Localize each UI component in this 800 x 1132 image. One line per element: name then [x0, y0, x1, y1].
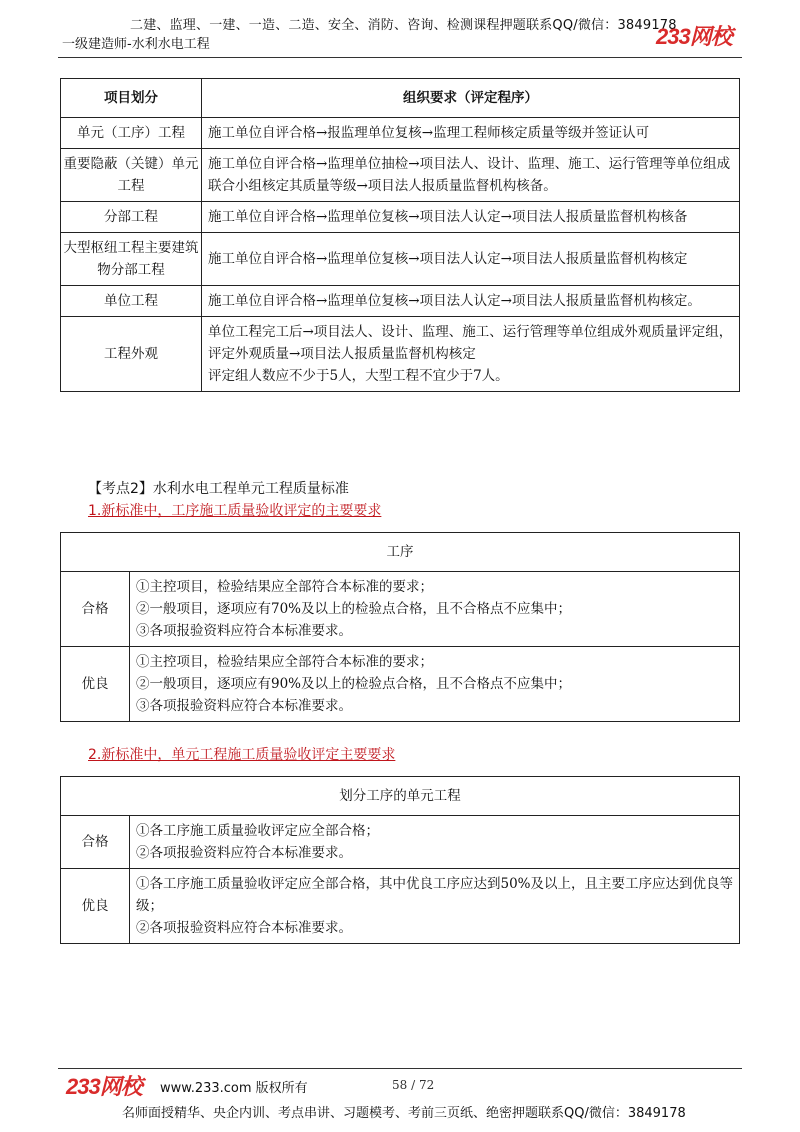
requirement-line: ①主控项目，检验结果应全部符合本标准的要求； [136, 579, 433, 595]
table-row [61, 118, 740, 149]
evaluation-procedure-table [60, 78, 740, 392]
table-header-req: 组织要求（评定程序） [202, 79, 740, 118]
table-row [61, 647, 740, 722]
row-req-line: 单位工程完工后→项目法人、设计、监理、施工、运行管理等单位组成外观质量评定组，评定外观质量→项目法人报质量监督机构核定 [208, 324, 733, 362]
requirement-line: ①主控项目，检验结果应全部符合本标准的要求； [136, 654, 433, 670]
table-row [61, 816, 740, 869]
table-row [61, 233, 740, 286]
row-req: 施工单位自评合格→监理单位复核→项目法人认定→项目法人报质量监督机构核定。 [202, 286, 740, 317]
requirement-line: ②各项报验资料应符合本标准要求。 [136, 845, 352, 861]
grade-requirements [130, 816, 740, 869]
row-item: 单位工程 [61, 286, 202, 317]
logo-233: 233网校 [66, 1074, 142, 1099]
section-title: 2.新标准中，单元工程施工质量验收评定主要要求 [88, 747, 396, 763]
unit-quality-table [60, 776, 740, 944]
header-contact-line: 二建、监理、一建、一造、二造、安全、消防、咨询、检测课程押题联系QQ/微信：3849178 [130, 18, 677, 33]
row-item: 分部工程 [61, 202, 202, 233]
grade-label: 合格 [61, 572, 130, 647]
kaodian-heading: 【考点2】水利水电工程单元工程质量标准 [88, 481, 349, 497]
row-req: 施工单位自评合格→监理单位复核→项目法人认定→项目法人报质量监督机构核备 [202, 202, 740, 233]
row-item: 重要隐蔽（关键）单元工程 [61, 149, 202, 202]
table-row [61, 869, 740, 944]
header-rule [58, 57, 742, 58]
requirement-line: ①各工序施工质量验收评定应全部合格； [136, 823, 379, 839]
grade-label: 合格 [61, 816, 130, 869]
footer-contact-line: 名师面授精华、央企内训、考点串讲、习题模考、考前三页纸、绝密押题联系QQ/微信：3849178 [122, 1106, 686, 1121]
section-title: 1.新标准中，工序施工质量验收评定的主要要求 [88, 503, 382, 519]
requirement-line: ②一般项目，逐项应有70%及以上的检验点合格，且不合格点不应集中； [136, 601, 572, 617]
grade-label: 优良 [61, 647, 130, 722]
row-item: 大型枢纽工程主要建筑物分部工程 [61, 233, 202, 286]
grade-requirements [130, 572, 740, 647]
requirement-line: ③各项报验资料应符合本标准要求。 [136, 698, 352, 714]
table-row [61, 149, 740, 202]
grade-requirements [130, 647, 740, 722]
table-header: 工序 [61, 533, 740, 572]
table-header-item: 项目划分 [61, 79, 202, 118]
table-row [61, 202, 740, 233]
row-item: 单元（工序）工程 [61, 118, 202, 149]
row-req: 施工单位自评合格→监理单位抽检→项目法人、设计、监理、施工、运行管理等单位组成联合小组核定其质量等级→项目法人报质量监督机构核备。 [202, 149, 740, 202]
row-item: 工程外观 [61, 317, 202, 392]
footer-copyright: www.233.com 版权所有 [160, 1081, 308, 1096]
row-req [202, 317, 740, 392]
table-row [61, 286, 740, 317]
row-req: 施工单位自评合格→报监理单位复核→监理工程师核定质量等级并签证认可 [202, 118, 740, 149]
grade-label: 优良 [61, 869, 130, 944]
requirement-line: ③各项报验资料应符合本标准要求。 [136, 623, 352, 639]
table-header: 划分工序的单元工程 [61, 777, 740, 816]
table-row [61, 572, 740, 647]
table-row [61, 317, 740, 392]
requirement-line: ①各工序施工质量验收评定应全部合格，其中优良工序应达到50%及以上，且主要工序应达到优良等级； [136, 876, 734, 914]
row-req-line: 评定组人数应不少于5人，大型工程不宜少于7人。 [208, 368, 509, 384]
requirement-line: ②各项报验资料应符合本标准要求。 [136, 920, 352, 936]
row-req: 施工单位自评合格→监理单位复核→项目法人认定→项目法人报质量监督机构核定 [202, 233, 740, 286]
grade-requirements [130, 869, 740, 944]
process-quality-table [60, 532, 740, 722]
requirement-line: ②一般项目，逐项应有90%及以上的检验点合格，且不合格点不应集中； [136, 676, 572, 692]
logo-233: 233网校 [656, 24, 732, 49]
page-number: 58 / 72 [392, 1078, 435, 1092]
footer-rule [58, 1068, 742, 1069]
header-subject: 一级建造师-水利水电工程 [62, 37, 210, 52]
